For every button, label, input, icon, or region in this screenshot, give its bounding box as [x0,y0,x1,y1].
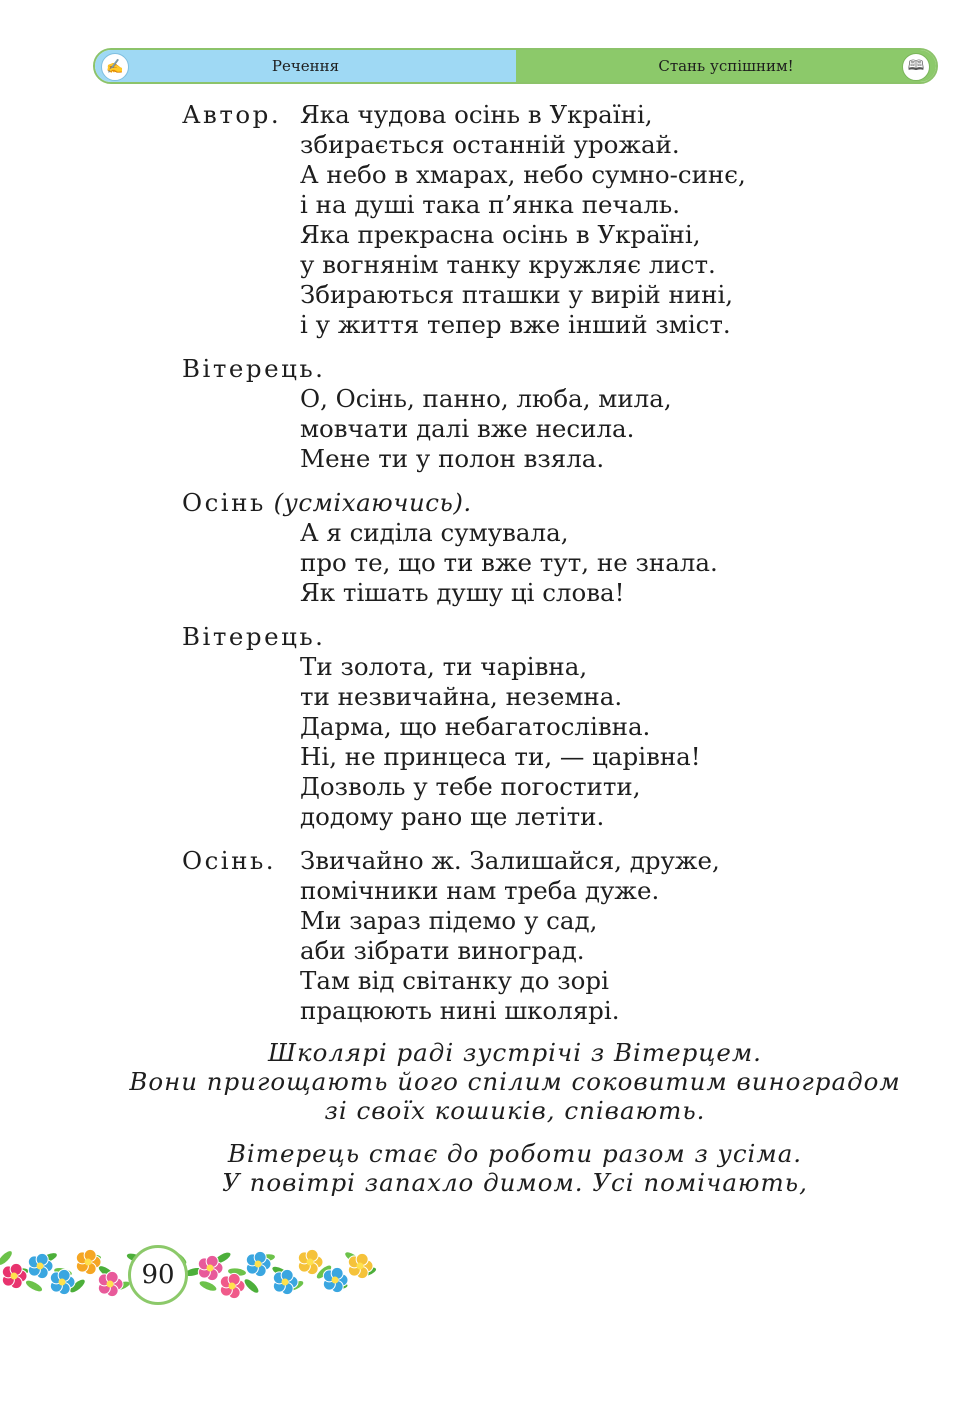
verse-text: О, Осінь, панно, люба, мила, [300,384,672,413]
verse-text: Збираються пташки у вирій нині, [300,280,734,309]
header-title-left: Речення [271,57,340,75]
dialogue-block [182,622,942,832]
header-title-right: Стань успішним! [658,57,794,75]
stage-direction-line: Вітерець стає до роботи разом з усіма. [227,1139,803,1168]
verse-text: Дозволь у тебе погостити, [300,772,641,801]
flower-garland-icon [0,1238,385,1318]
speaker-name: Осінь [182,488,266,517]
play-dialogue [182,100,942,1040]
book-icon: 🕮 [902,53,930,81]
verse-text: і на душі така п’янка печаль. [300,190,681,219]
speaker-name: Осінь. [182,846,277,875]
verse-text: мовчати далі вже несила. [300,414,635,443]
verse-text: Ти золота, ти чарівна, [300,652,588,681]
verse-text: Яка чудова осінь в Україні, [300,100,653,129]
verse-text: Ні, не принцеса ти, — царівна! [300,742,701,771]
speaker-name: Вітерець. [182,354,326,383]
verse-text: Як тішать душу ці слова! [300,578,625,607]
verse-text: і у життя тепер вже інший зміст. [300,310,731,339]
header-section-left [95,50,516,82]
page-number: 90 [128,1245,188,1305]
dialogue-block [182,100,942,340]
dialogue-block [182,488,942,608]
verse-text: аби зібрати виноград. [300,936,585,965]
dialogue-line [182,100,942,130]
section-header [93,48,938,84]
verse-text: працюють нині школярі. [300,996,620,1025]
verse-text: ти незвичайна, неземна. [300,682,623,711]
verse-text: помічники нам треба дуже. [300,876,660,905]
speaker-line [182,622,942,652]
verse-text: Там від світанку до зорі [300,966,609,995]
verse-text: Мене ти у полон взяла. [300,444,605,473]
stage-direction-line: Вони пригощають його спілим соковитим виноградом [129,1067,901,1096]
verse-text: додому рано ще летіти. [300,802,605,831]
pen-icon: ✍ [101,53,129,81]
verse-text: Дарма, що небагатослівна. [300,712,651,741]
verse-text: А небо в хмарах, небо сумно-синє, [300,160,746,189]
verse-text: збирається останній урожай. [300,130,680,159]
speaker-line [182,488,942,518]
verse-text: про те, що ти вже тут, не знала. [300,548,718,577]
dialogue-block [182,846,942,1026]
verse-text: Яка прекрасна осінь в Україні, [300,220,701,249]
header-section-right [516,50,936,82]
stage-direction-line: У повітрі запахло димом. Усі помічають, [222,1168,808,1197]
verse-text: Звичайно ж. Залишайся, друже, [300,846,720,875]
speaker-name: Вітерець. [182,622,326,651]
stage-direction-line: зі своїх кошиків, співають. [324,1096,706,1125]
stage-direction-line: Школярі раді зустрічі з Вітерцем. [268,1038,762,1067]
verse-text: у вогнянім танку кружляє лист. [300,250,716,279]
verse-text: Ми зараз підемо у сад, [300,906,598,935]
verse-text: А я сиділа сумувала, [300,518,569,547]
dialogue-line [182,846,942,876]
dialogue-block [182,354,942,474]
speaker-direction: (усміхаючись). [273,488,472,517]
speaker-line [182,354,942,384]
stage-direction-1 [120,1038,910,1125]
speaker-name: Автор. [182,100,282,129]
stage-direction-2 [120,1139,910,1197]
